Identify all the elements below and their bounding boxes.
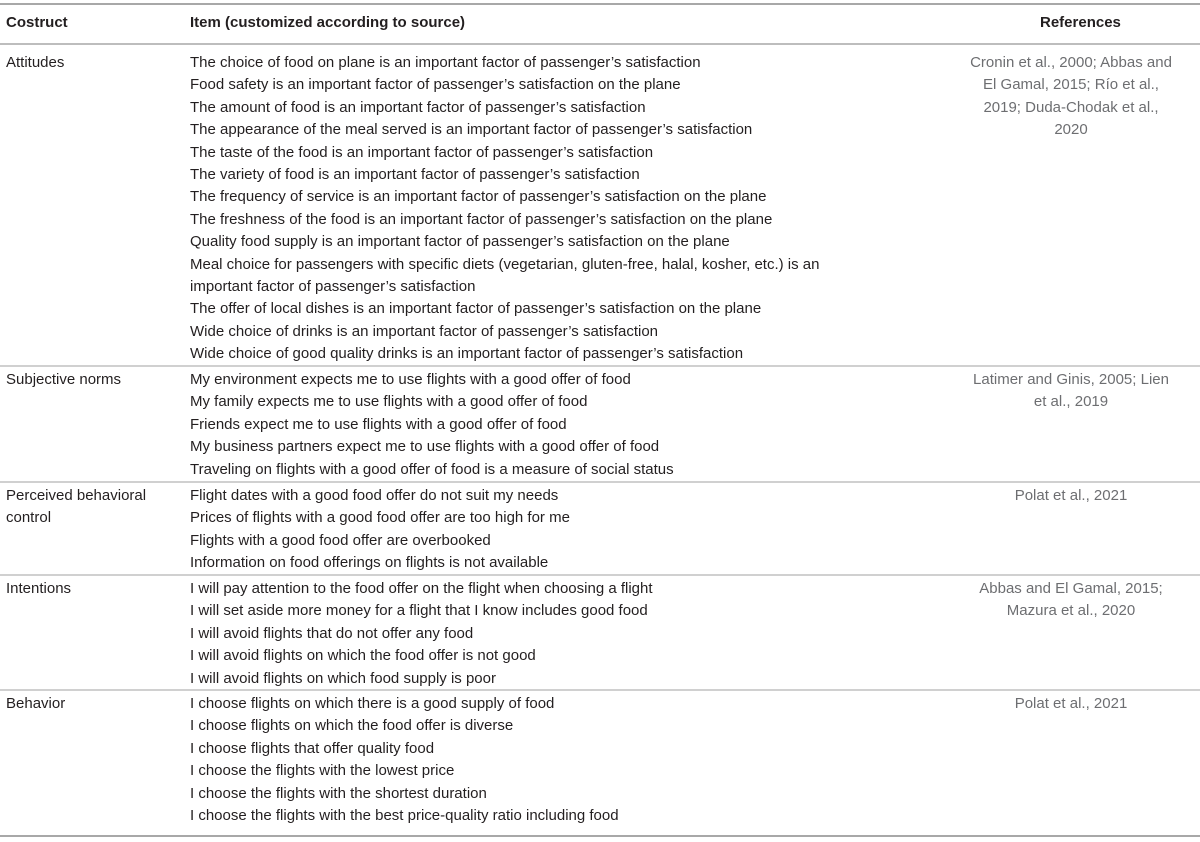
- item-text: Quality food supply is an important factor of passenger’s satisfaction on the plane: [190, 233, 730, 251]
- header-rule: [0, 43, 1200, 45]
- item-text: Flight dates with a good food offer do not suit my needs: [190, 487, 559, 504]
- item-text: Traveling on flights with a good offer of food is a measure of social status: [190, 460, 674, 478]
- item-list: [190, 369, 890, 481]
- item-text: I will avoid flights on which food supply is poor: [190, 669, 496, 687]
- item-text: I will set aside more money for a flight that I know includes good food: [190, 602, 648, 620]
- item-text: The amount of food is an important factor of passenger’s satisfaction: [190, 98, 646, 116]
- row-separator: [0, 365, 1200, 367]
- item-text: I choose the flights with the lowest price: [190, 762, 455, 780]
- header-construct: Costruct: [6, 14, 68, 31]
- reference-line: 2019; Duda-Chodak et al.,: [983, 98, 1159, 116]
- item-text: I will avoid flights on which the food offer is not good: [190, 647, 536, 665]
- item-text: I choose the flights with the shortest duration: [190, 784, 487, 802]
- item-text: The offer of local dishes is an important factor of passenger’s satisfaction on the plane: [190, 300, 762, 318]
- reference-line: Cronin et al., 2000; Abbas and: [970, 54, 1172, 71]
- references-cell: [945, 52, 1197, 142]
- item-text: My business partners expect me to use flights with a good offer of food: [190, 438, 660, 456]
- reference-line: Latimer and Ginis, 2005; Lien: [973, 371, 1169, 388]
- row-separator: [0, 689, 1200, 691]
- reference-line: et al., 2019: [1033, 393, 1109, 411]
- row-separator: [0, 481, 1200, 483]
- item-text: The choice of food on plane is an important factor of passenger’s satisfaction: [190, 54, 701, 71]
- references-cell: [945, 485, 1197, 507]
- header-references: References: [1040, 14, 1121, 31]
- item-list: [190, 693, 890, 827]
- item-text: The appearance of the meal served is an important factor of passenger’s satisfaction: [190, 121, 753, 139]
- construct-cell: Attitudes: [6, 54, 65, 71]
- item-text: I choose flights that offer quality food: [190, 739, 435, 757]
- table-bottom-rule: [0, 835, 1200, 837]
- item-text: I choose the flights with the best price-quality ratio including food: [190, 807, 619, 825]
- item-text: Wide choice of good quality drinks is an important factor of passenger’s satisfaction: [190, 345, 744, 363]
- item-text: The variety of food is an important factor of passenger’s satisfaction: [190, 166, 640, 184]
- item-list: [190, 485, 890, 575]
- item-text: Friends expect me to use flights with a good offer of food: [190, 415, 567, 433]
- item-list: [190, 578, 890, 690]
- reference-line: El Gamal, 2015; Río et al.,: [983, 76, 1159, 94]
- item-list: [190, 52, 890, 366]
- item-text: Flights with a good food offer are overbooked: [190, 531, 491, 549]
- construct-cell: Perceived behavioral control: [6, 487, 147, 527]
- item-text: Information on food offerings on flights is not available: [190, 554, 549, 572]
- construct-cell: Subjective norms: [6, 371, 122, 388]
- reference-line: 2020: [1054, 121, 1088, 139]
- references-cell: [945, 693, 1197, 715]
- item-text: Food safety is an important factor of passenger’s satisfaction on the plane: [190, 76, 681, 94]
- item-text: The frequency of service is an important factor of passenger’s satisfaction on the plane: [190, 188, 767, 206]
- item-text: My family expects me to use flights with a good offer of food: [190, 393, 588, 411]
- row-separator: [0, 574, 1200, 576]
- reference-line: Mazura et al., 2020: [1006, 602, 1136, 620]
- item-text: The taste of the food is an important factor of passenger’s satisfaction: [190, 143, 654, 161]
- construct-cell: Intentions: [6, 580, 72, 597]
- item-text: important factor of passenger’s satisfaction: [190, 278, 476, 296]
- item-text: I choose flights on which the food offer is diverse: [190, 717, 514, 735]
- references-cell: [945, 369, 1197, 414]
- item-text: Meal choice for passengers with specific diets (vegetarian, gluten-free, halal, kosher, etc.) is an: [190, 255, 820, 273]
- item-text: Wide choice of drinks is an important factor of passenger’s satisfaction: [190, 322, 659, 340]
- table-top-rule: [0, 3, 1200, 5]
- item-text: I will pay attention to the food offer on the flight when choosing a flight: [190, 580, 653, 597]
- item-text: My environment expects me to use flights with a good offer of food: [190, 371, 631, 388]
- item-text: The freshness of the food is an important factor of passenger’s satisfaction on the plane: [190, 210, 773, 228]
- reference-line: Abbas and El Gamal, 2015;: [979, 580, 1163, 597]
- references-cell: [945, 578, 1197, 623]
- reference-line: Polat et al., 2021: [1014, 487, 1128, 504]
- reference-line: Polat et al., 2021: [1014, 695, 1128, 712]
- construct-cell: Behavior: [6, 695, 66, 712]
- item-text: I choose flights on which there is a good supply of food: [190, 695, 555, 712]
- item-text: I will avoid flights that do not offer any food: [190, 624, 474, 642]
- item-text: Prices of flights with a good food offer are too high for me: [190, 509, 570, 527]
- header-item: Item (customized according to source): [190, 14, 466, 31]
